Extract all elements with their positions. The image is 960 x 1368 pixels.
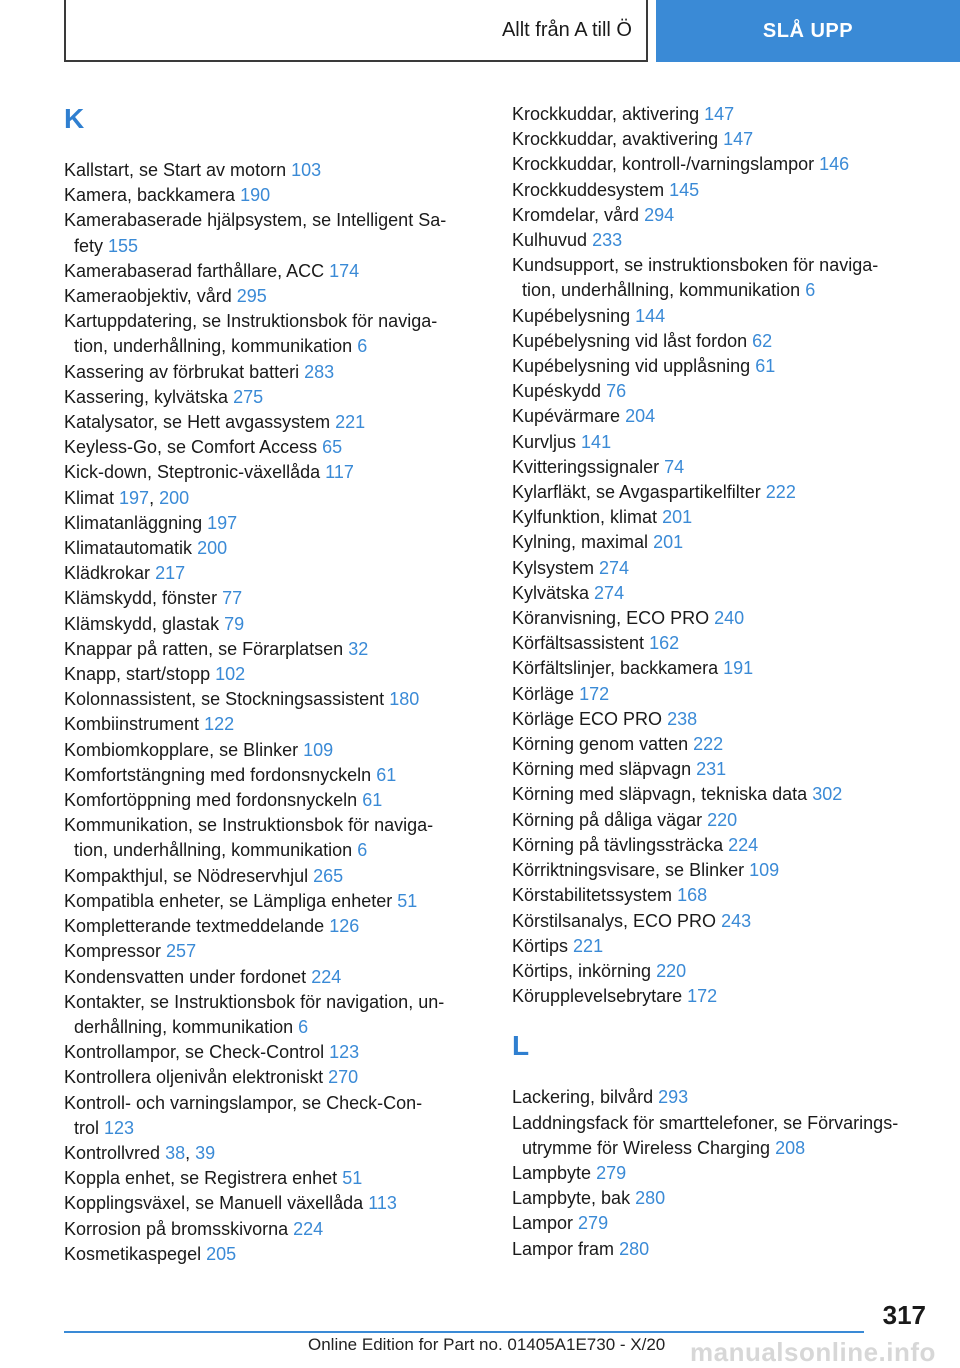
- index-entry: [512, 152, 932, 177]
- index-entry: [64, 738, 484, 763]
- tab-look-up[interactable]: [656, 0, 960, 62]
- page-reference-link[interactable]: 122: [204, 714, 235, 735]
- index-entry-term: Katalysator, se Hett avgassystem: [64, 412, 331, 433]
- index-entry-term: Kompakthjul, se Nödreservhjul: [64, 865, 309, 886]
- index-entry: [512, 1237, 932, 1262]
- index-entry-term: Körriktningsvisare, se Blinker: [512, 860, 745, 881]
- index-entry: [512, 228, 932, 253]
- page-reference-link[interactable]: 65: [322, 437, 343, 458]
- index-entry-term: Lackering, bilvård: [512, 1087, 654, 1108]
- index-entry-term: Kupévärmare: [512, 406, 621, 427]
- page-reference-link[interactable]: 162: [649, 633, 680, 654]
- index-entry-term: Klimatautomatik: [64, 538, 193, 559]
- page-reference-link[interactable]: 208: [775, 1137, 806, 1158]
- index-entry-term: Kondensvatten under fordonet: [64, 966, 307, 987]
- index-entry: [64, 183, 484, 208]
- index-entry: [64, 435, 484, 460]
- index-entry-term: Köranvisning, ECO PRO: [512, 608, 710, 629]
- index-entry: [512, 253, 932, 303]
- page-reference-link[interactable]: 180: [389, 689, 420, 710]
- page-reference-link[interactable]: 76: [606, 381, 627, 402]
- index-entry-term: Kylarfläkt, se Avgaspartikelfilter: [512, 482, 761, 503]
- index-entry: [64, 208, 484, 258]
- index-entry-term: Körläge: [512, 683, 575, 704]
- index-entry-term: Komfortstängning med fordonsnyckeln: [64, 764, 372, 785]
- page-reference-link[interactable]: 294: [644, 204, 675, 225]
- index-entry-term: Körning med släpvagn, tekniska data: [512, 784, 808, 805]
- index-entry: [512, 455, 932, 480]
- index-entry: [512, 682, 932, 707]
- index-entry-term: Körstilsanalys, ECO PRO: [512, 910, 717, 931]
- page-reference-link[interactable]: 265: [313, 865, 344, 886]
- index-entry: [512, 354, 932, 379]
- index-entry-term: Kick-down, Steptronic-växellåda: [64, 462, 321, 483]
- page-reference-link[interactable]: 191: [723, 658, 754, 679]
- index-entry-term: Kontakter, se Instruktionsbok för navigation, un-: [64, 991, 445, 1012]
- page-reference-link[interactable]: 200: [159, 487, 190, 508]
- page-reference-link[interactable]: 62: [752, 330, 773, 351]
- index-entry: [512, 707, 932, 732]
- index-entry: [512, 127, 932, 152]
- index-entry-term: Kylning, maximal: [512, 532, 649, 553]
- page-reference-link[interactable]: 243: [721, 910, 752, 931]
- index-entry: [64, 511, 484, 536]
- index-entry-term: Lampor fram: [512, 1238, 615, 1259]
- page-reference-link[interactable]: 217: [155, 563, 186, 584]
- index-entry: [64, 410, 484, 435]
- tab-a-to-o[interactable]: [64, 0, 648, 62]
- index-entry-term: Klämskydd, glastak: [64, 613, 220, 634]
- index-entry: [512, 732, 932, 757]
- index-entry: [512, 203, 932, 228]
- index-entry: [512, 379, 932, 404]
- page-reference-link[interactable]: 224: [311, 966, 342, 987]
- page-reference-link[interactable]: 197: [119, 487, 150, 508]
- page-reference-link[interactable]: 6: [357, 840, 368, 861]
- index-entry-term: Kamera, backkamera: [64, 185, 236, 206]
- index-entry: [64, 1191, 484, 1216]
- index-entry: [64, 360, 484, 385]
- index-entry-term: Körtips: [512, 935, 569, 956]
- index-entry-term: Kupébelysning vid låst fordon: [512, 330, 748, 351]
- page-reference-link[interactable]: 197: [207, 512, 238, 533]
- index-entry-term: Körfältsassistent: [512, 633, 645, 654]
- index-entry-term: Körning på dåliga vägar: [512, 809, 703, 830]
- index-column-left: [64, 102, 484, 1267]
- index-entry-term: Kylsystem: [512, 557, 595, 578]
- index-entry: [512, 656, 932, 681]
- page-reference-link[interactable]: 6: [357, 336, 368, 357]
- index-entry: [512, 883, 932, 908]
- index-entry-continuation: [512, 278, 932, 303]
- page-reference-link[interactable]: 233: [592, 230, 623, 251]
- index-entry: [512, 959, 932, 984]
- index-entry-term: Krockkuddar, aktivering: [512, 104, 700, 124]
- page-reference-link[interactable]: 274: [594, 582, 625, 603]
- page-reference-link[interactable]: 147: [723, 129, 754, 150]
- index-entry-term: Kontroll- och varningslampor, se Check-Con-: [64, 1092, 423, 1113]
- page-reference-link[interactable]: 146: [819, 154, 850, 175]
- page-reference-link[interactable]: 172: [687, 986, 718, 1007]
- index-entry-term: Kartuppdatering, se Instruktionsbok för naviga-: [64, 311, 438, 332]
- index-entry-term: Kombiomkopplare, se Blinker: [64, 739, 299, 760]
- index-entry: [512, 178, 932, 203]
- index-entry-term: Kupébelysning vid upplåsning: [512, 356, 751, 377]
- index-entry: [64, 1166, 484, 1191]
- index-entry-term: Kamerabaserade hjälpsystem, se Intelligent Sa-: [64, 210, 447, 231]
- index-entry-term: Kontrollera oljenivån elektroniskt: [64, 1067, 324, 1088]
- index-entry-term: Körtips, inkörning: [512, 960, 652, 981]
- index-entry-continuation-text: tion, underhållning, kommunikation: [74, 840, 353, 861]
- page-reference-link[interactable]: 6: [298, 1016, 309, 1037]
- index-entry-term: Lampbyte: [512, 1162, 592, 1183]
- page-reference-link[interactable]: 302: [812, 784, 843, 805]
- index-entry-term: Kassering av förbrukat batteri: [64, 361, 300, 382]
- index-entry: [512, 480, 932, 505]
- index-entry-term: Kompletterande textmeddelande: [64, 916, 325, 937]
- index-entry-term: Knappar på ratten, se Förarplatsen: [64, 638, 344, 659]
- page-reference-link[interactable]: 6: [805, 280, 816, 301]
- index-entry: [64, 662, 484, 687]
- index-entry: [512, 782, 932, 807]
- index-entry: [64, 788, 484, 813]
- index-entry: [64, 939, 484, 964]
- index-entry-term: Krockkuddar, avaktivering: [512, 129, 719, 150]
- page-reference-link[interactable]: 279: [578, 1213, 609, 1234]
- page-reference-link[interactable]: 77: [222, 588, 243, 609]
- page-reference-link[interactable]: 275: [233, 386, 264, 407]
- page-reference-link[interactable]: 155: [108, 235, 139, 256]
- index-entry: [64, 914, 484, 939]
- edition-footer: Online Edition for Part no. 01405A1E730 - X/20: [308, 1335, 666, 1354]
- index-entry: [64, 889, 484, 914]
- index-entry: [512, 808, 932, 833]
- index-entry-term: Kommunikation, se Instruktionsbok för naviga-: [64, 815, 434, 836]
- index-entry-term: Körupplevelsebrytare: [512, 986, 683, 1007]
- index-entry-term: Kosmetikaspegel: [64, 1243, 202, 1264]
- index-entry-term: Krockkuddesystem: [512, 179, 665, 200]
- page-reference-link[interactable]: 113: [368, 1193, 397, 1214]
- index-entry-term: Körning med släpvagn: [512, 759, 692, 780]
- page-reference-link[interactable]: 109: [749, 860, 780, 881]
- index-entry-continuation-text: tion, underhållning, kommunikation: [522, 280, 801, 301]
- index-entry-term: Kromdelar, vård: [512, 204, 640, 225]
- index-entry: [64, 763, 484, 788]
- index-entry-term: Keyless-Go, se Comfort Access: [64, 437, 318, 458]
- index-entry-term: Kontrollvred: [64, 1142, 161, 1163]
- index-entry: [64, 864, 484, 889]
- index-entry-term: Kylvätska: [512, 582, 590, 603]
- top-navigation: [0, 0, 960, 66]
- index-entry: [512, 858, 932, 883]
- index-entry-continuation-text: utrymme för Wireless Charging: [522, 1137, 771, 1158]
- page-reference-link[interactable]: 220: [707, 809, 738, 830]
- index-entry: [64, 687, 484, 712]
- index-entry: [64, 284, 484, 309]
- footer-divider: [64, 1331, 864, 1333]
- index-entry-term: Komfortöppning med fordonsnyckeln: [64, 790, 358, 811]
- page-reference-link[interactable]: 174: [329, 260, 360, 281]
- page-reference-link[interactable]: 280: [635, 1188, 666, 1209]
- index-entry-term: Klimat: [64, 487, 115, 508]
- page-reference-link[interactable]: 123: [104, 1117, 135, 1138]
- index-entry: [64, 612, 484, 637]
- index-entry: [64, 712, 484, 737]
- index-entry-continuation: [64, 234, 484, 259]
- index-entry-list: [512, 1085, 932, 1261]
- page-reference-link[interactable]: 270: [328, 1067, 359, 1088]
- index-entry-continuation: [64, 1015, 484, 1040]
- index-entry: [64, 1040, 484, 1065]
- index-entry: [512, 304, 932, 329]
- index-entry-term: Kopplingsväxel, se Manuell växellåda: [64, 1193, 364, 1214]
- index-entry-continuation: [512, 1136, 932, 1161]
- index-entry: [512, 909, 932, 934]
- index-entry: [512, 984, 932, 1009]
- index-entry-term: Kamerabaserad farthållare, ACC: [64, 260, 325, 281]
- page-reference-link[interactable]: 224: [728, 834, 759, 855]
- page-reference-link[interactable]: 38: [165, 1142, 186, 1163]
- page-reference-link[interactable]: 172: [579, 683, 610, 704]
- index-entry-continuation: [64, 1116, 484, 1141]
- page-reference-link[interactable]: 61: [376, 764, 397, 785]
- index-entry: [64, 259, 484, 284]
- page-reference-link[interactable]: 222: [693, 734, 724, 755]
- page-reference-link[interactable]: 126: [329, 916, 360, 937]
- watermark-logo: manualsonline.info: [690, 1337, 936, 1367]
- page-reference-link[interactable]: 224: [293, 1218, 324, 1239]
- index-entry: [64, 309, 484, 359]
- index-entry: Kontrollvred 38, 39: [64, 1142, 216, 1163]
- index-entry: [512, 430, 932, 455]
- page-reference-link[interactable]: 109: [303, 739, 334, 760]
- index-entry-term: Kombiinstrument: [64, 714, 200, 735]
- index-entry: [512, 1085, 932, 1110]
- tab-look-up-label: SLÅ UPP: [762, 19, 854, 42]
- index-entry-term: Kulhuvud: [512, 230, 588, 251]
- page-reference-link[interactable]: 103: [291, 160, 322, 180]
- index-entry-continuation: [64, 838, 484, 863]
- page-reference-link[interactable]: 32: [348, 638, 369, 659]
- index-entry: [512, 556, 932, 581]
- page-number: 317: [882, 1300, 926, 1330]
- page-reference-link[interactable]: 200: [197, 538, 228, 559]
- page-reference-link[interactable]: 201: [653, 532, 684, 553]
- page-reference-link[interactable]: 257: [166, 941, 197, 962]
- index-entry-continuation-text: fety: [74, 235, 104, 256]
- index-entry: [64, 460, 484, 485]
- page-reference-link[interactable]: 145: [669, 179, 700, 200]
- index-entry: [64, 965, 484, 990]
- page-reference-link[interactable]: 238: [667, 708, 698, 729]
- index-entry-term: Klämskydd, fönster: [64, 588, 218, 609]
- index-entry-continuation-text: trol: [74, 1117, 100, 1138]
- page-reference-link[interactable]: 51: [342, 1168, 363, 1189]
- index-entry: [64, 813, 484, 863]
- page-reference-link[interactable]: 240: [714, 608, 745, 629]
- index-entry: [512, 934, 932, 959]
- page-reference-link[interactable]: 168: [677, 885, 708, 906]
- page-reference-link[interactable]: 74: [664, 456, 685, 477]
- index-entry-term: Koppla enhet, se Registrera enhet: [64, 1168, 338, 1189]
- index-entry-term: Kvitteringssignaler: [512, 456, 660, 477]
- page-reference-link[interactable]: 283: [304, 361, 335, 382]
- index-entry-term: Kompressor: [64, 941, 162, 962]
- tab-a-to-o-label: Allt från A till Ö: [501, 18, 632, 41]
- index-entry-term: Körning genom vatten: [512, 734, 689, 755]
- index-entry-continuation-text: derhållning, kommunikation: [74, 1016, 294, 1037]
- page-reference-link[interactable]: 147: [704, 104, 735, 124]
- page-reference-link[interactable]: 222: [765, 482, 796, 503]
- index-column-right: [512, 102, 932, 1262]
- page-reference-link[interactable]: 51: [397, 890, 418, 911]
- index-entry: [512, 1111, 932, 1161]
- index-entry-term: Klimatanläggning: [64, 512, 203, 533]
- page-reference-link[interactable]: 39: [195, 1142, 216, 1163]
- index-entry-list: [512, 102, 932, 1009]
- index-entry: [512, 102, 932, 127]
- page-reference-link[interactable]: 190: [240, 185, 271, 206]
- index-entry: [512, 581, 932, 606]
- index-entry-term: Kupéskydd: [512, 381, 602, 402]
- index-entry-term: Kontrollampor, se Check-Control: [64, 1042, 325, 1063]
- page-reference-link[interactable]: 220: [656, 960, 687, 981]
- page-reference-link[interactable]: 295: [236, 286, 267, 307]
- index-entry: [64, 561, 484, 586]
- index-letter-heading: L: [512, 1030, 530, 1062]
- index-entry: [512, 757, 932, 782]
- index-entry-term: Körstabilitetssystem: [512, 885, 673, 906]
- page-reference-link[interactable]: 102: [215, 664, 246, 685]
- index-entry-term: Lampor: [512, 1213, 574, 1234]
- page-reference-link[interactable]: 61: [362, 790, 383, 811]
- index-entry-term: Klädkrokar: [64, 563, 151, 584]
- index-entry: [512, 833, 932, 858]
- index-letter-heading: K: [64, 103, 85, 134]
- page-reference-link[interactable]: 279: [596, 1162, 627, 1183]
- page-reference-link[interactable]: 293: [658, 1087, 689, 1108]
- page-reference-link[interactable]: 144: [635, 305, 666, 326]
- page-reference-link[interactable]: 205: [206, 1243, 237, 1264]
- index-entry-term: Laddningsfack för smarttelefoner, se Förvarings-: [512, 1112, 899, 1133]
- page-reference-link[interactable]: 204: [625, 406, 656, 427]
- page-reference-link[interactable]: 201: [662, 507, 693, 528]
- index-entry: Klimat 197, 200: [64, 487, 190, 508]
- page-reference-link[interactable]: 280: [619, 1238, 650, 1259]
- index-entry: [512, 329, 932, 354]
- index-entry: [64, 158, 484, 183]
- index-entry-term: Kurvljus: [512, 431, 577, 452]
- index-entry: [64, 586, 484, 611]
- index-entry: [64, 385, 484, 410]
- index-entry: [512, 1211, 932, 1236]
- index-entry: [64, 536, 484, 561]
- page-reference-link[interactable]: 117: [325, 462, 354, 483]
- index-entry-term: Körfältslinjer, backkamera: [512, 658, 719, 679]
- index-entry-term: Kallstart, se Start av motorn: [64, 160, 287, 180]
- page-reference-link[interactable]: 79: [224, 613, 245, 634]
- page-reference-link[interactable]: 274: [599, 557, 630, 578]
- index-entry: [64, 990, 484, 1040]
- index-entry: [64, 1217, 484, 1242]
- index-entry: [512, 404, 932, 429]
- index-entry-term: Kameraobjektiv, vård: [64, 286, 232, 307]
- index-entry-continuation: [64, 334, 484, 359]
- index-entry: [512, 530, 932, 555]
- index-entry-term: Kassering, kylvätska: [64, 386, 229, 407]
- index-entry-term: Körning på tävlingssträcka: [512, 834, 724, 855]
- page-reference-link[interactable]: 123: [329, 1042, 360, 1063]
- page-reference-link[interactable]: 221: [335, 412, 366, 433]
- index-entry: [64, 1242, 484, 1267]
- index-entry-term: Lampbyte, bak: [512, 1188, 631, 1209]
- index-entry-term: Kundsupport, se instruktionsboken för naviga-: [512, 255, 879, 276]
- index-entry-term: Kolonnassistent, se Stockningsassistent: [64, 689, 385, 710]
- page-reference-link[interactable]: 61: [755, 356, 776, 377]
- index-entry: [512, 1186, 932, 1211]
- index-entry: [64, 1065, 484, 1090]
- index-entry-term: Krockkuddar, kontroll-/varningslampor: [512, 154, 815, 175]
- index-entry: [512, 1161, 932, 1186]
- index-entry-term: Knapp, start/stopp: [64, 664, 211, 685]
- index-entry: [512, 631, 932, 656]
- index-entry-continuation-text: tion, underhållning, kommunikation: [74, 336, 353, 357]
- index-entry: [512, 606, 932, 631]
- index-entry-term: Korrosion på bromsskivorna: [64, 1218, 289, 1239]
- index-entry: [512, 505, 932, 530]
- page-reference-link[interactable]: 221: [573, 935, 604, 956]
- page-reference-link[interactable]: 231: [696, 759, 727, 780]
- page-reference-link[interactable]: 141: [581, 431, 612, 452]
- index-entry-list: [64, 158, 484, 1267]
- index-entry-term: Kylfunktion, klimat: [512, 507, 658, 528]
- index-entry: [64, 637, 484, 662]
- index-entry-term: Kupébelysning: [512, 305, 631, 326]
- index-entry-term: Körläge ECO PRO: [512, 708, 663, 729]
- index-entry: [64, 1091, 484, 1141]
- index-entry-term: Kompatibla enheter, se Lämpliga enheter: [64, 890, 393, 911]
